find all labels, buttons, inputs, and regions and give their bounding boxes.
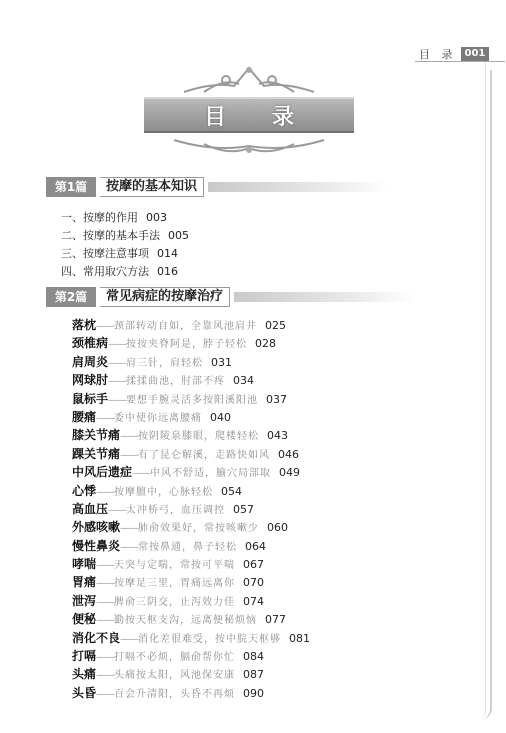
toc-entry-name: 便秘 (72, 612, 97, 627)
toc-entry[interactable] (72, 572, 492, 590)
toc-entry-desc: 揉揉曲池，肘部不疼 (126, 376, 226, 388)
toc-entry-dash: —— (108, 357, 127, 369)
toc-entry[interactable] (61, 263, 189, 281)
toc-entry-name: 头昏 (72, 685, 97, 700)
toc-entry-desc: 肺俞效果好，常按咳嗽少 (138, 523, 260, 535)
toc-entry-page: 057 (233, 502, 255, 516)
toc-entry-name: 慢性鼻炎 (72, 538, 121, 553)
toc-entry-desc: 消化差很难受，按中脘天枢够 (138, 633, 282, 645)
toc-entry-desc: 太冲桥弓，血压调控 (126, 504, 226, 516)
toc-entry-desc: 按摩膻中，心脉轻松 (114, 486, 214, 498)
toc-entry[interactable] (72, 333, 492, 351)
toc-entry-name: 头痛 (72, 667, 97, 682)
toc-entry-page: 064 (245, 539, 267, 553)
part2-list (72, 315, 492, 701)
toc-entry-dash: —— (96, 670, 115, 682)
toc-entry-dash: —— (108, 504, 127, 516)
title-banner (144, 97, 354, 133)
toc-entry[interactable] (72, 628, 492, 646)
title-ornament (134, 64, 364, 154)
part1-title[interactable]: 按摩的基本知识 (100, 177, 204, 197)
toc-entry-dash: —— (96, 688, 115, 700)
toc-entry[interactable] (72, 407, 492, 425)
toc-entry-desc: 天突与定喘，常按可平喘 (114, 560, 236, 572)
toc-entry-name: 泄泻 (72, 593, 97, 608)
toc-entry[interactable] (72, 352, 492, 370)
toc-entry-desc: 按摩足三里，胃痛远离你 (114, 578, 236, 590)
toc-entry-dash: —— (108, 394, 127, 406)
part2-tag: 第2篇 (46, 287, 96, 307)
toc-entry-name: 中风后遗症 (72, 465, 133, 480)
toc-entry-desc: 按阴陵泉膝眼，爬楼轻松 (138, 431, 260, 443)
toc-entry-page: 040 (210, 410, 232, 424)
toc-entry-dash: —— (108, 376, 127, 388)
running-head (419, 47, 489, 61)
toc-entry-desc: 有了昆仑解溪，走路快如风 (138, 449, 271, 461)
toc-entry-text: 一、按摩的作用 (61, 211, 138, 224)
toc-entry-name: 落枕 (72, 318, 97, 332)
toc-entry-dash: —— (132, 468, 151, 480)
toc-entry-dash: —— (96, 321, 115, 332)
toc-entry[interactable] (72, 591, 492, 609)
toc-entry[interactable] (61, 227, 189, 245)
toc-entry-page: 067 (243, 558, 265, 572)
toc-entry-page: 081 (289, 631, 311, 645)
toc-entry-name: 鼠标手 (72, 391, 109, 406)
toc-entry-text: 二、按摩的基本手法 (61, 229, 160, 242)
toc-entry-desc: 勤按天枢支沟，远离便秘烦恼 (114, 615, 258, 627)
toc-entry-name: 腰痛 (72, 409, 97, 424)
toc-entry-page: 031 (211, 355, 233, 369)
toc-entry-text: 四、常用取穴方法 (61, 265, 149, 278)
toc-entry[interactable] (72, 554, 492, 572)
toc-entry-page: 090 (243, 686, 265, 700)
toc-entry-dash: —— (120, 633, 139, 645)
toc-entry-page: 046 (278, 447, 300, 461)
toc-entry-name: 膝关节痛 (72, 428, 121, 443)
toc-entry-page: 077 (265, 613, 287, 627)
toc-entry[interactable] (72, 517, 492, 535)
toc-entry-text: 三、按摩注意事项 (61, 247, 149, 260)
toc-entry[interactable] (72, 609, 492, 627)
toc-entry-page: 037 (266, 392, 288, 406)
toc-entry-page: 043 (267, 429, 289, 443)
part1-tag: 第1篇 (46, 177, 96, 197)
toc-entry-dash: —— (120, 541, 139, 553)
toc-entry[interactable] (72, 315, 492, 333)
toc-entry-dash: —— (120, 523, 139, 535)
toc-entry-dash: —— (96, 412, 115, 424)
toc-entry-page: 005 (168, 229, 189, 242)
toc-entry[interactable] (72, 664, 492, 682)
toc-entry-page: 016 (157, 265, 178, 278)
toc-entry[interactable] (72, 462, 492, 480)
toc-entry-name: 消化不良 (72, 630, 121, 645)
toc-entry-page: 003 (146, 211, 167, 224)
running-head-label: 目 录 (419, 48, 457, 61)
toc-entry[interactable] (72, 444, 492, 462)
toc-entry[interactable] (72, 683, 492, 701)
toc-entry[interactable] (61, 245, 189, 263)
toc-entry-dash: —— (120, 449, 139, 461)
toc-entry-desc: 颈部转动自如，全靠风池肩井 (114, 321, 258, 332)
part1-header-bar (208, 182, 388, 192)
toc-entry-desc: 头痛按太阳，风池保安康 (114, 670, 236, 682)
toc-entry-page: 074 (243, 594, 265, 608)
toc-entry[interactable] (61, 209, 189, 227)
toc-entry-page: 034 (233, 374, 255, 388)
toc-entry-dash: —— (120, 431, 139, 443)
toc-entry-dash: —— (96, 578, 115, 590)
toc-entry-dash: —— (96, 652, 115, 664)
toc-entry-page: 025 (265, 319, 287, 332)
part2-header-bar (234, 292, 414, 302)
toc-entry-name: 高血压 (72, 501, 109, 516)
toc-entry-desc: 肩三针，肩轻松 (126, 357, 204, 369)
page-title: 目录 (203, 104, 340, 130)
toc-entry-page: 060 (267, 521, 289, 535)
toc-entry-name: 胃痛 (72, 575, 97, 590)
toc-entry-dash: —— (108, 339, 127, 351)
toc-entry-page: 014 (157, 247, 178, 260)
part1-list (61, 209, 189, 281)
toc-entry-dash: —— (96, 560, 115, 572)
toc-entry[interactable] (72, 389, 492, 407)
toc-entry-desc: 要想手腕灵活多按阳溪阳池 (126, 394, 259, 406)
toc-entry-desc: 脾俞三阴交，止泻效力佳 (114, 596, 236, 608)
toc-entry-desc: 百会升清阳，头昏不再烦 (114, 688, 236, 700)
toc-entry[interactable] (72, 646, 492, 664)
toc-entry-page: 054 (221, 484, 243, 498)
toc-entry-desc: 打嗝不必烦，膈俞帮你忙 (114, 652, 236, 664)
toc-entry-dash: —— (96, 615, 115, 627)
toc-entry-name: 心悸 (72, 483, 97, 498)
toc-entry-desc: 按按夹脊阿是，脖子轻松 (126, 339, 248, 351)
toc-entry-name: 颈椎病 (72, 336, 109, 351)
toc-entry[interactable] (72, 481, 492, 499)
header-rule (415, 61, 505, 62)
toc-entry-dash: —— (96, 486, 115, 498)
toc-entry-name: 哮喘 (72, 557, 97, 572)
toc-entry-name: 打嗝 (72, 649, 97, 664)
toc-entry[interactable] (72, 536, 492, 554)
toc-entry-name: 网球肘 (72, 373, 109, 388)
toc-entry-desc: 中风不舒适，腧穴局部取 (150, 468, 272, 480)
toc-entry[interactable] (72, 370, 492, 388)
toc-entry-dash: —— (96, 596, 115, 608)
part2-title[interactable]: 常见病症的按摩治疗 (100, 287, 230, 307)
toc-entry-page: 084 (243, 650, 265, 664)
toc-entry-page: 028 (255, 337, 277, 351)
toc-entry-desc: 常按鼻通，鼻子轻松 (138, 541, 238, 553)
toc-entry-name: 踝关节痛 (72, 446, 121, 461)
part2-header (46, 287, 414, 307)
page-number-badge: 001 (461, 47, 490, 61)
toc-entry-desc: 委中使你远离腰痛 (114, 412, 203, 424)
toc-entry-name: 外感咳嗽 (72, 520, 121, 535)
toc-entry[interactable] (72, 425, 492, 443)
toc-entry[interactable] (72, 499, 492, 517)
toc-entry-page: 087 (243, 668, 265, 682)
toc-entry-name: 肩周炎 (72, 354, 109, 369)
part1-header (46, 177, 388, 197)
toc-entry-page: 049 (279, 466, 301, 480)
toc-entry-page: 070 (243, 576, 265, 590)
